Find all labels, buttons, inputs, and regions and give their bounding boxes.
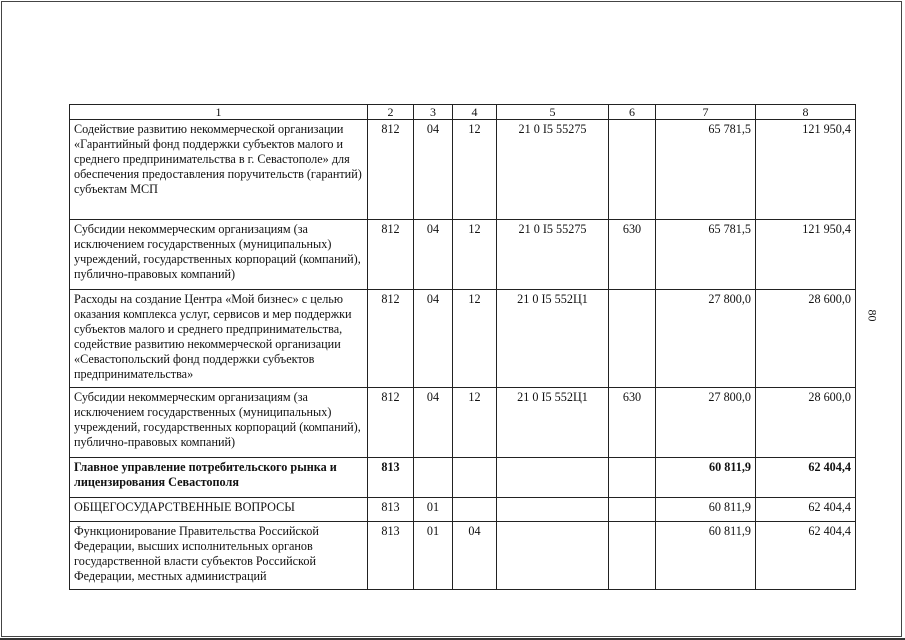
ministry-code: 812 [368,120,414,220]
section-code: 04 [414,120,453,220]
col-header-4: 4 [453,105,497,120]
col-header-3: 3 [414,105,453,120]
amount-year-1: 65 781,5 [656,220,756,290]
expense-type-code [609,522,656,590]
ministry-code: 813 [368,498,414,522]
item-name: Расходы на создание Центра «Мой бизнес» с целью оказания комплекса услуг, сервисов и мер поддержки субъектов малого и среднего предпринимательства, содействие развитию некоммерческой организации «Севастопольский фонд поддержки субъектов предпринимательства» [70,290,368,388]
table-row [70,388,856,458]
item-name: Субсидии некоммерческим организациям (за исключением государственных (муниципальных) учреждений, государственных корпораций (компаний), публично-правовых компаний) [70,388,368,458]
amount-year-1: 60 811,9 [656,522,756,590]
amount-year-1: 27 800,0 [656,388,756,458]
amount-year-2: 62 404,4 [756,498,856,522]
subsection-code [453,498,497,522]
budget-table [69,104,856,590]
ministry-code: 812 [368,290,414,388]
target-article-code: 21 0 I5 552Ц1 [497,388,609,458]
col-header-5: 5 [497,105,609,120]
amount-year-2: 62 404,4 [756,458,856,498]
amount-year-2: 62 404,4 [756,522,856,590]
header-row [70,105,856,120]
section-code: 01 [414,498,453,522]
col-header-7: 7 [656,105,756,120]
table-row [70,290,856,388]
table-row [70,120,856,220]
table-row [70,220,856,290]
item-name: ОБЩЕГОСУДАРСТВЕННЫЕ ВОПРОСЫ [70,498,368,522]
col-header-6: 6 [609,105,656,120]
col-header-1: 1 [70,105,368,120]
section-code: 04 [414,290,453,388]
target-article-code [497,522,609,590]
amount-year-2: 28 600,0 [756,290,856,388]
target-article-code: 21 0 I5 55275 [497,220,609,290]
target-article-code: 21 0 I5 55275 [497,120,609,220]
item-name: Функционирование Правительства Российской Федерации, высших исполнительных органов государственной власти субъектов Российской Федерации, местных администраций [70,522,368,590]
table-row [70,522,856,590]
subsection-code: 12 [453,120,497,220]
subsection-code: 12 [453,220,497,290]
subsection-code [453,458,497,498]
amount-year-1: 60 811,9 [656,458,756,498]
amount-year-2: 28 600,0 [756,388,856,458]
expense-type-code [609,120,656,220]
page-number: 80 [865,309,880,322]
table-row-department [70,458,856,498]
item-name: Содействие развитию некоммерческой организации «Гарантийный фонд поддержки субъектов малого и среднего предпринимательства в г. Севастополе» для обеспечения предоставления поручительств (гарантий) субъектам МСП [70,120,368,220]
section-code: 04 [414,220,453,290]
amount-year-1: 27 800,0 [656,290,756,388]
item-name: Главное управление потребительского рынка и лицензирования Севастополя [70,458,368,498]
ministry-code: 812 [368,220,414,290]
subsection-code: 12 [453,388,497,458]
expense-type-code [609,290,656,388]
table-row [70,498,856,522]
section-code: 04 [414,388,453,458]
ministry-code: 813 [368,458,414,498]
amount-year-2: 121 950,4 [756,220,856,290]
amount-year-1: 65 781,5 [656,120,756,220]
target-article-code: 21 0 I5 552Ц1 [497,290,609,388]
col-header-2: 2 [368,105,414,120]
section-code: 01 [414,522,453,590]
target-article-code [497,458,609,498]
item-name: Субсидии некоммерческим организациям (за исключением государственных (муниципальных) учреждений, государственных корпораций (компаний), публично-правовых компаний) [70,220,368,290]
subsection-code: 04 [453,522,497,590]
subsection-code: 12 [453,290,497,388]
expense-type-code: 630 [609,388,656,458]
section-code [414,458,453,498]
target-article-code [497,498,609,522]
expense-type-code: 630 [609,220,656,290]
expense-type-code [609,458,656,498]
amount-year-1: 60 811,9 [656,498,756,522]
ministry-code: 812 [368,388,414,458]
ministry-code: 813 [368,522,414,590]
amount-year-2: 121 950,4 [756,120,856,220]
col-header-8: 8 [756,105,856,120]
expense-type-code [609,498,656,522]
